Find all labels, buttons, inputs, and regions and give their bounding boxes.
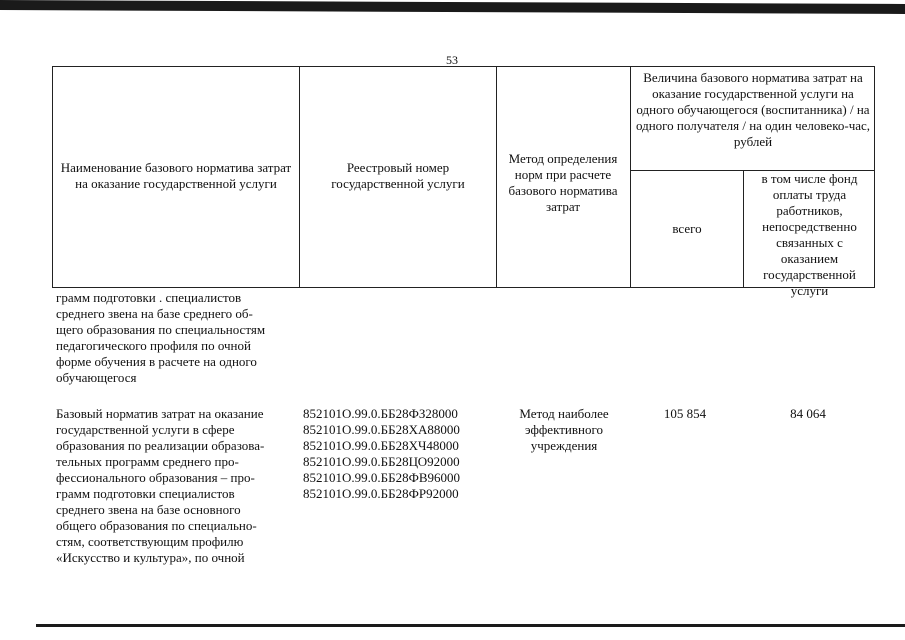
header-name: Наименование базового норматива затрат на оказание государственной услуги — [60, 160, 292, 191]
header-registry: Реестровый номер государственной услуги — [331, 160, 465, 191]
header-total: всего — [672, 221, 702, 236]
text-line: педагогического профиля по очной — [56, 338, 251, 353]
page-number: 53 — [446, 53, 458, 67]
text-line: грамм подготовки . специалистов — [56, 290, 242, 305]
scan-top-border — [0, 0, 905, 14]
text-line: государственной услуги в сфере — [56, 422, 235, 437]
header-fund: в том числе фонд оплаты труда работников, непосредственно связанных с оказанием государственной услуги — [761, 171, 858, 298]
table-row-2-method: Метод наиболее эффективного учреждения — [519, 406, 609, 453]
registry-number: 852101О.99.0.ББ28ФВ96000 — [303, 470, 461, 485]
text-line: грамм подготовки специалистов — [56, 486, 235, 501]
column-divider — [743, 170, 744, 288]
registry-number: 852101О.99.0.ББ28ХЧ48000 — [303, 438, 459, 453]
registry-number: 852101О.99.0.ББ28ФЗ28000 — [303, 406, 458, 421]
column-divider — [299, 66, 300, 288]
text-line: среднего звена на базе основного — [56, 502, 241, 517]
text-line: «Искусство и культура», по очной — [56, 550, 245, 565]
registry-number: 852101О.99.0.ББ28ЦО92000 — [303, 454, 460, 469]
text-line: фессионального образования – про- — [56, 470, 255, 485]
table-row-2-registry — [303, 406, 495, 502]
table-row-2-total: 105 854 — [663, 406, 707, 421]
registry-number: 852101О.99.0.ББ28ХА88000 — [303, 422, 460, 437]
registry-number: 852101О.99.0.ББ28ФР92000 — [303, 486, 459, 501]
text-line: щего образования по специальностям — [56, 322, 266, 337]
text-line: тельных программ среднего про- — [56, 454, 239, 469]
text-line: среднего звена на базе среднего об- — [56, 306, 253, 321]
text-line: общего образования по специально- — [56, 518, 257, 533]
text-line: образования по реализации образова- — [56, 438, 265, 453]
table-row-2-name — [56, 406, 296, 566]
text-line: стям, соответствующим профилю — [56, 534, 244, 549]
table-row-1-name — [56, 290, 296, 386]
header-value-group: Величина базового норматива затрат на оказание государственной услуги на одного обучающегося (воспитанника) / на одного получателя / на один человеко-час, рублей — [635, 70, 871, 149]
column-divider — [496, 66, 497, 288]
scan-bottom-border — [36, 624, 905, 627]
table-row-2-fund: 84 064 — [790, 406, 826, 421]
text-line: обучающегося — [56, 370, 137, 385]
header-method: Метод определения норм при расчете базового норматива затрат — [508, 151, 618, 214]
text-line: форме обучения в расчете на одного — [56, 354, 257, 369]
text-line: Базовый норматив затрат на оказание — [56, 406, 264, 421]
column-divider — [630, 66, 631, 288]
